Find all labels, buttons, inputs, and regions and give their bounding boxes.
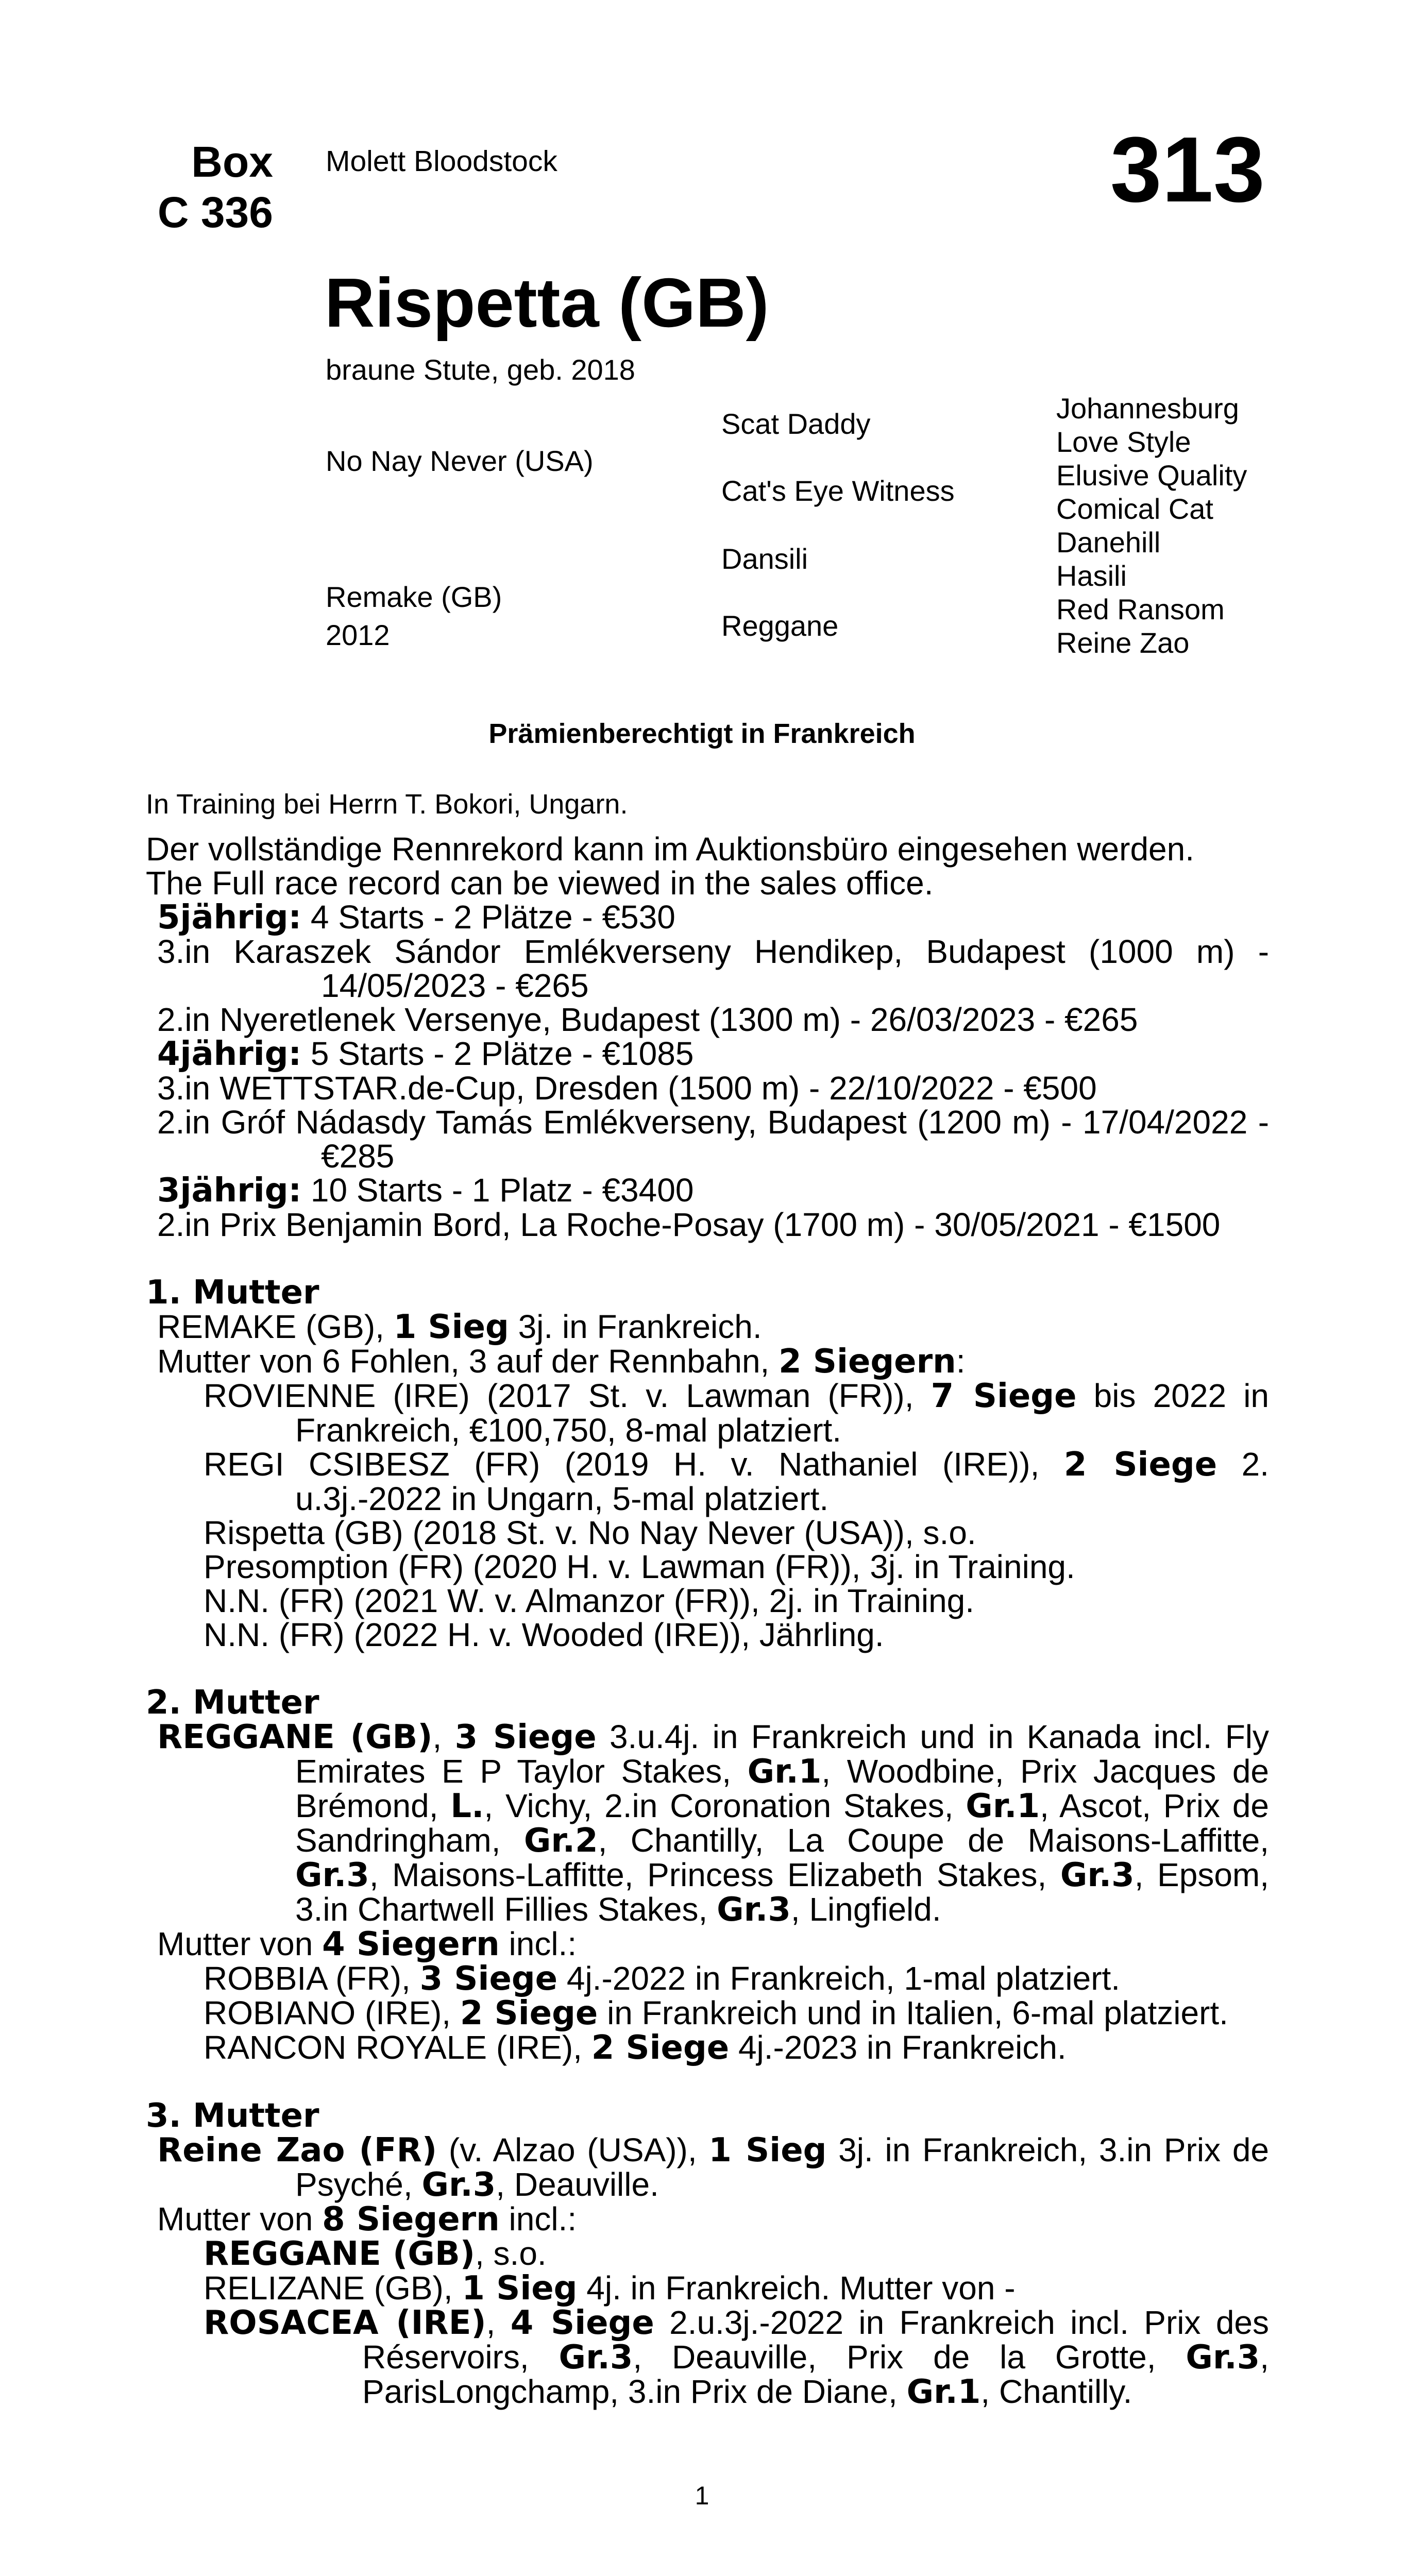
seller-name: Molett Bloodstock [326,145,557,178]
grade: Gr.1 [966,1787,1040,1825]
produce-name: ROSACEA (IRE) [204,2304,486,2342]
produce-name: REGGANE (GB) [204,2235,475,2273]
ggp-1: Johannesburg [1056,392,1239,425]
produce-winners: 8 Siegern [322,2200,500,2239]
dam1-produce-item: N.N. (FR) (2021 W. v. Almanzor (FR)), 2j. in Training. [204,1582,975,1619]
premium-note: Prämienberechtigt in Frankreich [488,718,916,749]
race-line: 3.in Karaszek Sándor Emlékverseny Hendikep, Budapest (1000 m) - 14/05/2023 - €265 [157,933,1269,1004]
produce-name: RELIZANE (GB), [204,2269,462,2307]
produce-wins: 2 Siege [591,2029,730,2067]
text: (v. Alzao (USA)), [437,2131,709,2168]
text: , Epsom, 3.in Chartwell Fillies Stakes, [295,1856,1270,1928]
grade: Gr.3 [717,1891,791,1929]
box-label [139,137,273,238]
produce-wins: 1 Sieg [462,2269,578,2308]
race-line: 2.in Gróf Nádasdy Tamás Emlékverseny, Budapest (1200 m) - 17/04/2022 - €285 [157,1104,1269,1175]
produce-rest: bis 2022 in Frankreich, €100,750, 8-mal platziert. [295,1377,1270,1449]
ggp-7: Red Ransom [1056,593,1225,625]
grade: L. [450,1787,484,1825]
grade: Gr.1 [747,1753,822,1791]
produce-rest: 4j.-2022 in Frankreich, 1-mal platziert. [557,1960,1121,1997]
dam3-record [146,2133,1269,2202]
grade: Gr.3 [1186,2338,1260,2377]
pedigree-dam-dam: Reggane [721,609,839,642]
produce-intro-text: Mutter von [157,1925,323,1962]
dam3-produce-intro [146,2200,1269,2239]
age-line-5 [146,900,1269,935]
dam2-name: REGGANE (GB) [157,1718,433,1756]
dam1-title: 1. Mutter [146,1274,319,1312]
sep: , [486,2304,511,2341]
dam1-produce-item: Rispetta (GB) (2018 St. v. No Nay Never (USA)), s.o. [204,1514,976,1551]
grade: Gr.3 [295,1856,369,1894]
pedigree-sire: No Nay Never (USA) [326,445,594,477]
text: , Vichy, 2.in Coronation Stakes, [484,1787,966,1824]
pedigree-great-grandparents [1056,392,1247,659]
pedigree-sire-dam: Cat's Eye Witness [721,474,955,507]
age-label: 5jährig: [157,899,302,937]
ggp-8: Reine Zao [1056,626,1190,659]
age-line-4 [146,1037,1269,1071]
ggp-6: Hasili [1056,560,1127,592]
notice-de: Der vollständige Rennrekord kann im Auktionsbüro eingesehen werden. [146,831,1194,868]
produce-incl: incl.: [499,2200,577,2238]
text: , Ascot, Prix de Sandringham, [295,1787,1270,1859]
dam2-produce-intro [146,1927,1269,1961]
dam2-produce-item [146,2030,1269,2065]
race-line: 3.in WETTSTAR.de-Cup, Dresden (1500 m) - 22/10/2022 - €500 [157,1070,1097,1107]
race-line: 2.in Nyeretlenek Versenye, Budapest (1300 m) - 26/03/2023 - €265 [157,1001,1138,1038]
age-label: 3jährig: [157,1172,302,1210]
box-number: C 336 [157,188,273,236]
notice-en: The Full race record can be viewed in the sales office. [146,865,934,902]
produce-winners: 2 Siegern [779,1343,956,1381]
produce-name: ROBBIA (FR), [204,1960,420,1997]
pedigree-dam: Remake (GB) [326,581,502,613]
ggp-5: Danehill [1056,526,1161,558]
produce-winners: 4 Siegern [322,1925,500,1963]
sep: , [432,1718,455,1755]
produce-name: RANCON ROYALE (IRE), [204,2029,591,2066]
text: , Deauville. [496,2166,659,2203]
lot-number: 313 [1110,118,1265,222]
dam3-name: Reine Zao (FR) [157,2131,437,2170]
ggp-4: Comical Cat [1056,493,1213,525]
grade: Gr.3 [421,2166,496,2204]
dam1-name: REMAKE (GB), [157,1308,394,1345]
produce-wins: 2 Siege [460,1994,598,2032]
dam1-wins: 1 Sieg [393,1308,509,1346]
produce-rest: 2. u.3j.-2022 in Ungarn, 5-mal platziert. [295,1446,1269,1517]
catalogue-body [146,832,1269,2409]
age-label: 4jährig: [157,1035,302,1073]
dam3-grand-produce-item [146,2306,1269,2409]
dam1-line [146,1310,1269,1344]
produce-name: ROVIENNE (IRE) (2017 St. v. Lawman (FR)), [204,1377,931,1414]
age-summary: 4 Starts - 2 Plätze - €530 [310,899,675,936]
text: , Chantilly. [980,2373,1132,2410]
produce-wins: 7 Siege [931,1377,1077,1415]
produce-intro-text: Mutter von 6 Fohlen, 3 auf der Rennbahn, [157,1343,779,1380]
grade: Gr.1 [906,2373,981,2411]
dam2-produce-item [146,1961,1269,1996]
produce-rest: , s.o. [475,2235,547,2272]
horse-name: Rispetta (GB) [325,264,769,342]
page-number: 1 [695,2481,709,2510]
dam1-produce-item [146,1379,1269,1447]
produce-wins: 2 Siege [1063,1446,1217,1484]
pedigree-sire-sire: Scat Daddy [721,408,871,440]
grade: Gr.2 [523,1822,598,1860]
dam3-produce-item [146,2271,1269,2306]
pedigree-dam-year: 2012 [326,619,390,651]
text: , Lingfield. [790,1891,941,1928]
produce-name: REGI CSIBESZ (FR) (2019 H. v. Nathaniel (IRE)), [204,1446,1064,1483]
dam3-wins: 1 Sieg [708,2131,827,2170]
text: , Woodbine, Prix Jacques de Brémond, [295,1753,1270,1824]
ggp-3: Elusive Quality [1056,459,1247,492]
ggp-2: Love Style [1056,426,1191,458]
grade: Gr.3 [559,2338,633,2377]
dam3-title: 3. Mutter [146,2097,319,2135]
produce-wins: 4 Siege [510,2304,654,2342]
dam2-produce-item [146,1996,1269,2030]
text: 3.u.4j. in Frankreich und in Kanada incl. Fly Emirates E P Taylor Stakes, [295,1718,1270,1790]
text: , Maisons-Laffitte, Princess Elizabeth Stakes, [369,1856,1060,1893]
age-line-3 [146,1173,1269,1208]
produce-incl: incl.: [499,1925,577,1962]
text: , ParisLongchamp, 3.in Prix de Diane, [362,2338,1270,2410]
training-note: In Training bei Herrn T. Bokori, Ungarn. [146,789,628,820]
produce-rest: 4j.-2023 in Frankreich. [729,2029,1067,2066]
dam1-produce-item [146,1447,1269,1516]
text: 3j. in Frankreich, 3.in Prix de Psyché, [295,2131,1269,2203]
text: , Chantilly, La Coupe de Maisons-Laffitte, [598,1822,1270,1859]
dam1-produce-item: N.N. (FR) (2022 H. v. Wooded (IRE)), Jährling. [204,1616,884,1653]
text: 2.u.3j.-2022 in Frankreich incl. Prix des Réservoirs, [362,2304,1269,2376]
age-summary: 5 Starts - 2 Plätze - €1085 [310,1035,694,1072]
dam1-produce-item: Presomption (FR) (2020 H. v. Lawman (FR)), 3j. in Training. [204,1548,1075,1585]
race-line: 2.in Prix Benjamin Bord, La Roche-Posay (1700 m) - 30/05/2021 - €1500 [157,1206,1221,1243]
produce-name: ROBIANO (IRE), [204,1994,460,2031]
pedigree-dam-sire: Dansili [721,543,808,575]
produce-rest: 4j. in Frankreich. Mutter von - [577,2269,1016,2307]
produce-wins: 3 Siege [419,1960,558,1998]
dam1-wins-rest: 3j. in Frankreich. [509,1308,762,1345]
dam2-wins: 3 Siege [454,1718,597,1756]
dam3-produce-item [146,2236,1269,2271]
dam2-record [146,1720,1269,1927]
produce-intro-text: Mutter von [157,2200,323,2238]
produce-rest: in Frankreich und in Italien, 6-mal platziert. [598,1994,1228,2031]
horse-description: braune Stute, geb. 2018 [326,353,635,386]
text: , Deauville, Prix de la Grotte, [633,2338,1186,2376]
dam1-produce-intro [146,1344,1269,1379]
age-summary: 10 Starts - 1 Platz - €3400 [310,1172,694,1209]
grade: Gr.3 [1060,1856,1135,1894]
box-word: Box [191,138,273,186]
dam2-title: 2. Mutter [146,1684,319,1722]
produce-colon: : [956,1343,966,1380]
